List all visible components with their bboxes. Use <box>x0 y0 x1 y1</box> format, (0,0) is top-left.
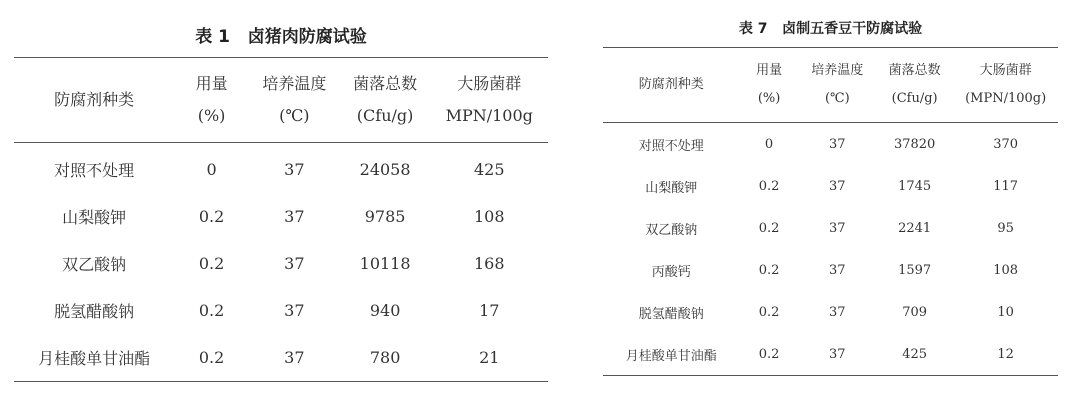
table-cell: 117 <box>993 178 1019 194</box>
table-1-header <box>14 58 548 143</box>
table-cell: 0 <box>206 160 217 179</box>
table-cell: 37 <box>829 220 846 236</box>
column-header <box>174 58 249 143</box>
preservative-name-cell: 山梨酸钾 <box>645 180 698 196</box>
table-cell: 709 <box>902 304 928 320</box>
table-cell: 95 <box>997 220 1014 236</box>
table-cell: 37 <box>284 301 305 320</box>
column-header <box>430 58 548 143</box>
table-cell: 0.2 <box>758 178 780 194</box>
table-cell: 37 <box>829 346 846 362</box>
table-row <box>603 123 1058 166</box>
table-cell: 1745 <box>898 178 932 194</box>
column-header <box>953 48 1058 123</box>
table-cell: 0.2 <box>198 348 225 367</box>
table-1-caption: 表 1 卤猪肉防腐试验 <box>195 27 367 47</box>
table-row <box>14 143 548 194</box>
table-1-block <box>14 0 548 382</box>
table-cell: 2241 <box>898 220 932 236</box>
table-cell: 940 <box>369 301 401 320</box>
table-row <box>603 333 1058 376</box>
preservative-name-cell: 山梨酸钾 <box>62 208 127 227</box>
table-cell: 37 <box>284 207 305 226</box>
table-row <box>603 291 1058 333</box>
column-header-line: (MPN/100g) <box>965 91 1047 106</box>
table-cell: 108 <box>473 207 505 226</box>
table-7 <box>603 48 1058 376</box>
preservative-name-cell: 月桂酸单甘油酯 <box>38 349 151 368</box>
table-cell: 17 <box>479 301 500 320</box>
column-header-line: 培养温度 <box>262 74 327 93</box>
column-header <box>740 48 799 123</box>
column-header-line: 菌落总数 <box>353 74 418 93</box>
column-header-line: (℃) <box>279 106 310 125</box>
table-cell: 0 <box>764 136 774 152</box>
table-1-body <box>14 143 548 382</box>
column-header <box>14 58 174 143</box>
column-header-line: (%) <box>757 91 781 106</box>
table-cell: 0.2 <box>758 304 780 320</box>
table-cell: 0.2 <box>758 262 780 278</box>
table-cell: 37 <box>829 304 846 320</box>
column-header-line: 用量 <box>195 74 228 93</box>
table-cell: 0.2 <box>198 301 225 320</box>
table-cell: 0.2 <box>198 207 225 226</box>
table-row <box>14 240 548 287</box>
column-header-line: (Cfu/g) <box>356 106 414 125</box>
preservative-name-cell: 丙酸钙 <box>651 264 691 280</box>
column-header <box>799 48 876 123</box>
column-header-line: 菌落总数 <box>888 63 941 78</box>
preservative-name-cell: 双乙酸钠 <box>645 222 698 238</box>
table-cell: 780 <box>369 348 401 367</box>
table-cell: 10118 <box>359 254 411 273</box>
table-cell: 10 <box>997 304 1014 320</box>
table-cell: 37 <box>829 136 846 152</box>
table-7-body <box>603 123 1058 376</box>
table-cell: 9785 <box>364 207 406 226</box>
table-row <box>603 249 1058 291</box>
table-cell: 37 <box>829 262 846 278</box>
table-cell: 12 <box>997 346 1014 362</box>
table-cell: 37 <box>284 254 305 273</box>
column-header-line: MPN/100g <box>445 106 533 125</box>
table-7-block <box>603 0 1058 376</box>
column-header-line: 培养温度 <box>811 63 864 78</box>
table-row <box>14 193 548 240</box>
column-header-line: (℃) <box>824 91 850 106</box>
table-cell: 21 <box>479 348 500 367</box>
column-header-line: 大肠菌群 <box>979 63 1032 78</box>
table-1 <box>14 58 548 382</box>
header-row <box>14 58 548 143</box>
table-cell: 425 <box>473 160 505 179</box>
table-cell: 0.2 <box>758 346 780 362</box>
column-header-line: 用量 <box>756 63 783 78</box>
preservative-name-cell: 脱氢醋酸钠 <box>638 306 704 322</box>
table-row <box>603 207 1058 249</box>
column-header-line: 防腐剂种类 <box>638 77 704 92</box>
table-cell: 37 <box>284 348 305 367</box>
table-cell: 37 <box>284 160 305 179</box>
table-row <box>603 165 1058 207</box>
column-header <box>603 48 740 123</box>
table-cell: 0.2 <box>198 254 225 273</box>
table-cell: 1597 <box>898 262 932 278</box>
column-header <box>340 58 431 143</box>
table-7-header <box>603 48 1058 123</box>
table-7-caption: 表 7 卤制五香豆干防腐试验 <box>738 21 923 37</box>
table-cell: 0.2 <box>758 220 780 236</box>
preservative-name-cell: 双乙酸钠 <box>62 255 127 274</box>
preservative-name-cell: 对照不处理 <box>638 138 704 154</box>
preservative-name-cell: 对照不处理 <box>54 161 135 180</box>
column-header <box>876 48 953 123</box>
table-cell: 168 <box>473 254 505 273</box>
table-cell: 37820 <box>893 136 936 152</box>
table-cell: 425 <box>902 346 928 362</box>
column-header-line: 大肠菌群 <box>457 74 522 93</box>
table-cell: 37 <box>829 178 846 194</box>
table-row <box>14 334 548 382</box>
column-header-line: 防腐剂种类 <box>54 90 135 109</box>
preservative-name-cell: 月桂酸单甘油酯 <box>625 348 717 364</box>
table-cell: 108 <box>993 262 1019 278</box>
column-header <box>249 58 340 143</box>
header-row <box>603 48 1058 123</box>
column-header-line: (%) <box>197 106 226 125</box>
preservative-name-cell: 脱氢醋酸钠 <box>54 302 135 321</box>
table-cell: 370 <box>993 136 1019 152</box>
table-row <box>14 287 548 334</box>
table-cell: 24058 <box>359 160 411 179</box>
column-header-line: (Cfu/g) <box>891 91 938 106</box>
